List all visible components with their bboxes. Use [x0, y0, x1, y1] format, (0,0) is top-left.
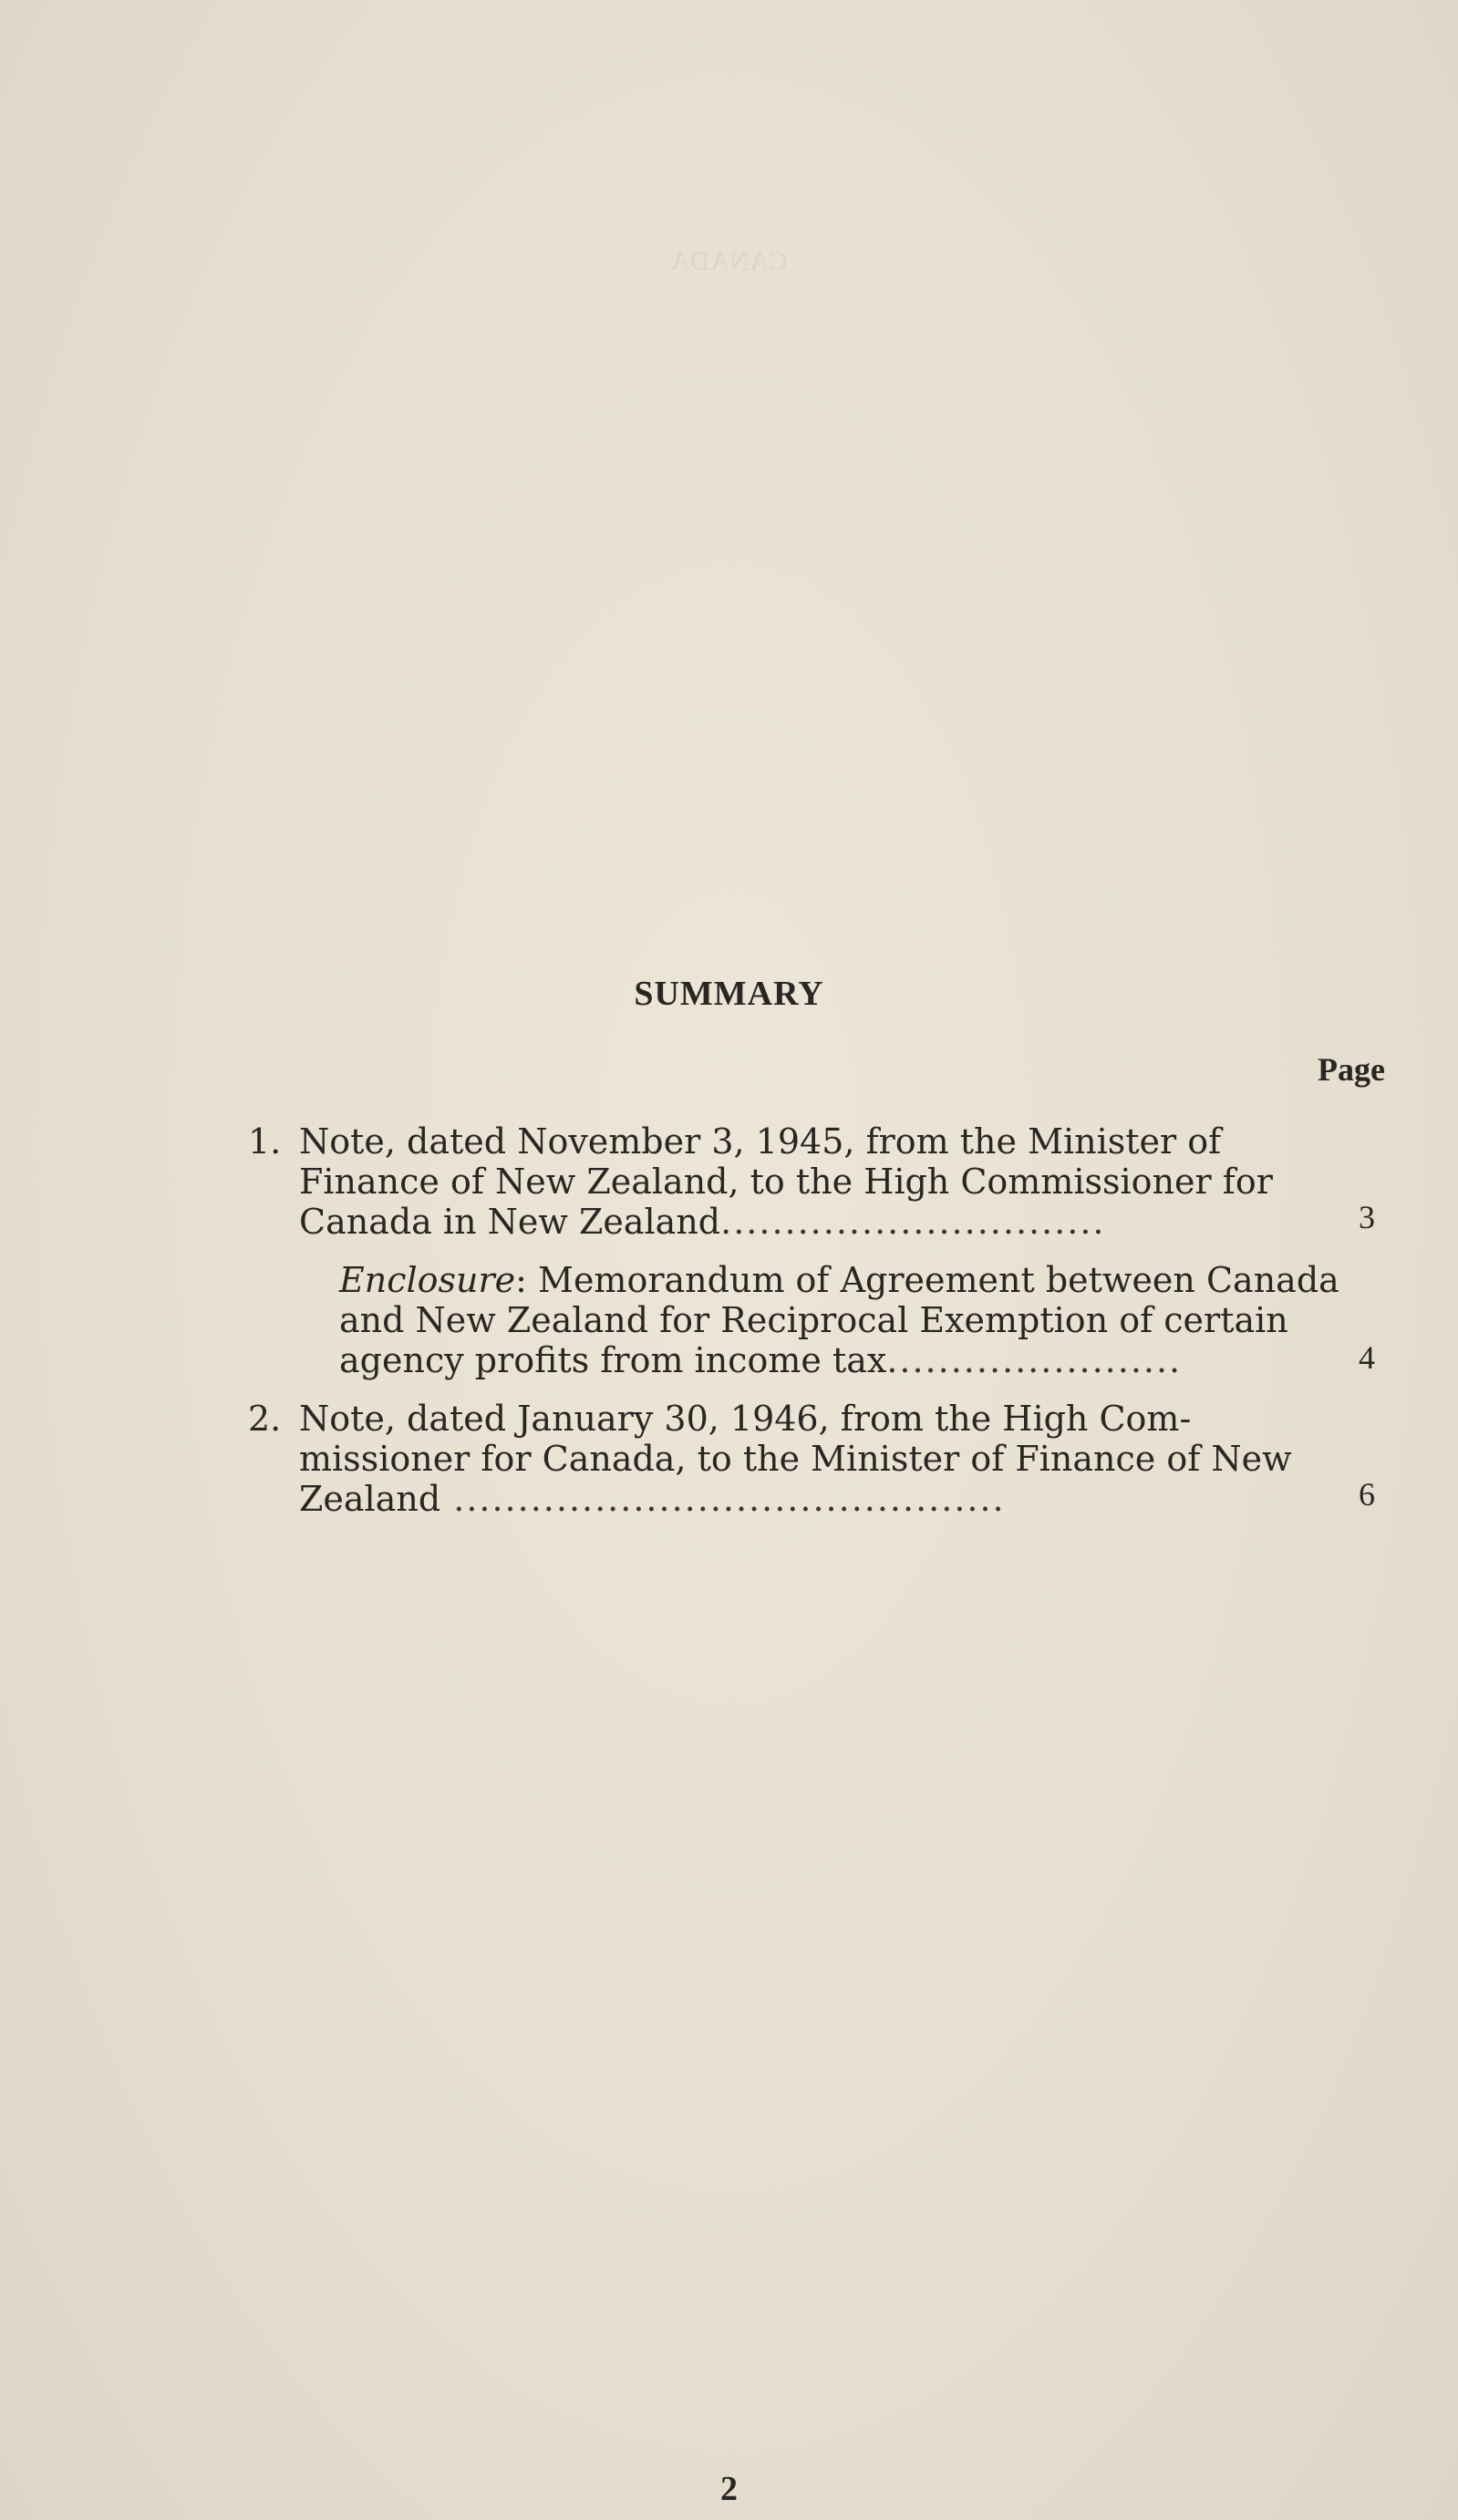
entry-page-number: 3	[1359, 1199, 1375, 1235]
enclosure-label: Enclosure	[339, 1260, 516, 1300]
dot-leader: ...........................................	[440, 1479, 1006, 1519]
entry-number: 1.	[248, 1121, 282, 1162]
entry-line: : Memorandum of Agreement between Canada	[515, 1260, 1339, 1300]
page-number: 2	[720, 2470, 738, 2508]
entry-line: and New Zealand for Reciprocal Exemption of certain	[339, 1300, 1288, 1340]
entry-line: Finance of New Zealand, to the High Commissioner for	[299, 1162, 1273, 1202]
entry-line: Zealand	[299, 1479, 441, 1519]
entry-line: Note, dated November 3, 1945, from the Minister of	[299, 1121, 1222, 1162]
entry-line: Note, dated January 30, 1946, from the High Com-	[299, 1399, 1192, 1439]
bleed-through-text: CANADA	[670, 246, 788, 276]
dot-leader: ..............................	[720, 1202, 1106, 1242]
entry-page-number: 6	[1359, 1476, 1375, 1513]
entry-line: Canada in New Zealand	[299, 1202, 721, 1242]
entry-page-number: 4	[1359, 1339, 1375, 1376]
dot-leader: .......................	[886, 1340, 1183, 1380]
page-column-heading: Page	[1318, 1051, 1385, 1088]
entry-line: missioner for Canada, to the Minister of Finance of New	[299, 1439, 1292, 1479]
summary-title: SUMMARY	[634, 975, 824, 1013]
entry-number: 2.	[248, 1399, 282, 1439]
entry-line: agency profits from income tax	[339, 1340, 887, 1380]
